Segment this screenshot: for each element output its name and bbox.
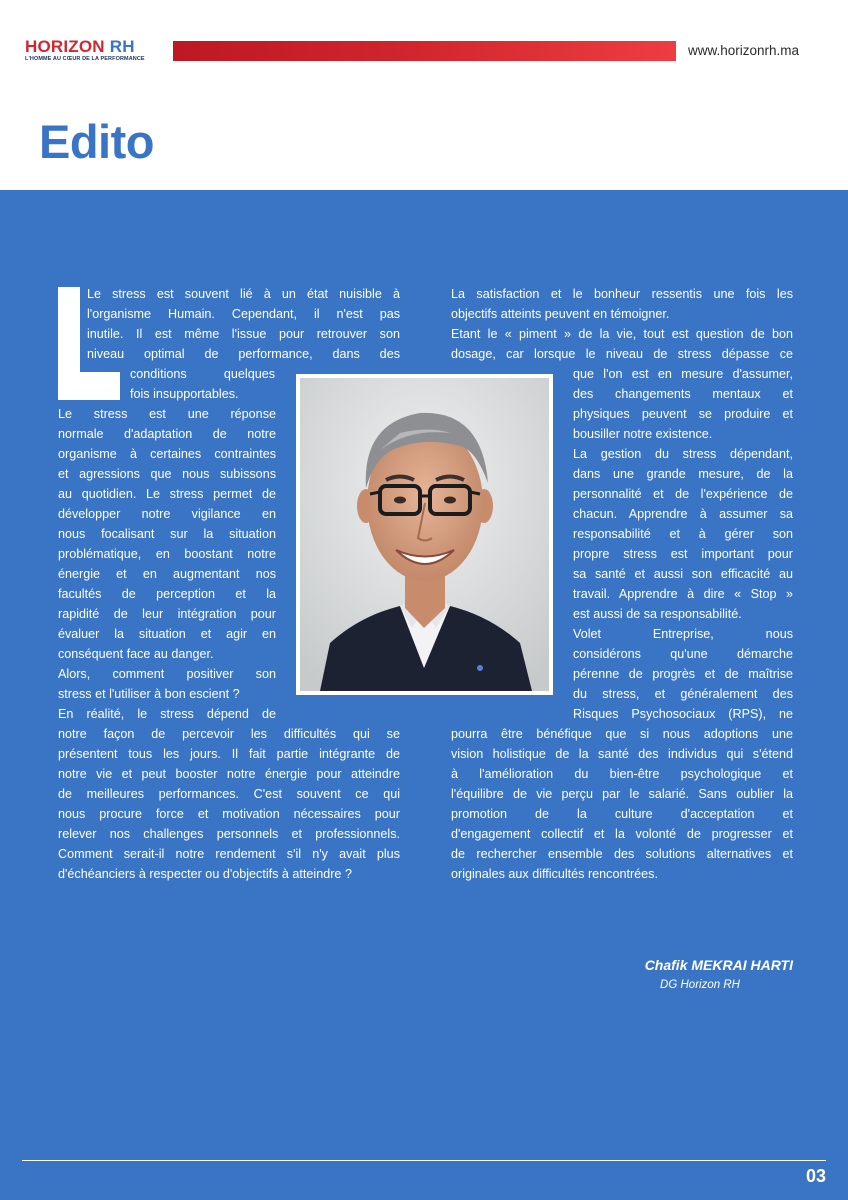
text-line: nous procure force et motivation nécessaires pour — [58, 807, 400, 821]
text-line: inutile. Il est même l'issue pour retrouver son — [87, 327, 400, 341]
text-line: Alors, comment positiver son — [58, 667, 276, 681]
text-line: à l'amélioration du bien-être psychologique et — [451, 767, 793, 781]
text-line: stress et l'utiliser à bon escient ? — [58, 687, 240, 701]
text-line: promotion de la culture d'acceptation et — [451, 807, 793, 821]
text-line: l'équilibre de vie perçu par le salarié. Sans oublier la — [451, 787, 793, 801]
text-line: évaluer la situation et agir en — [58, 627, 276, 641]
text-line: normale d'adaptation de notre — [58, 427, 276, 441]
website-link[interactable]: www.horizonrh.ma — [688, 43, 800, 58]
text-line: dosage, car lorsque le niveau de stress dépasse ce — [451, 347, 793, 361]
page-title: Edito — [39, 115, 154, 168]
text-line: En réalité, le stress dépend de — [58, 707, 276, 721]
text-line: l'organisme Humain. Cependant, il n'est pas — [87, 307, 400, 321]
article-col1-intro-end — [130, 364, 275, 404]
text-line: Comment serait-il notre rendement s'il n'y avait plus — [58, 847, 400, 861]
logo-tagline: L'HOMME AU CŒUR DE LA PERFORMANCE — [25, 56, 145, 62]
article-col1-wide — [58, 724, 400, 884]
horizon-rh-logo[interactable] — [25, 38, 165, 68]
author-name: Chafik MEKRAI HARTI — [644, 957, 793, 973]
article-col2-top — [451, 284, 793, 364]
text-line: d'engagement collectif et la volonté de progresser et — [451, 827, 793, 841]
page-header — [0, 0, 848, 190]
article-col2-wide — [451, 724, 793, 884]
article-col1-intro — [87, 284, 400, 364]
text-line: bousiller notre existence. — [573, 427, 713, 441]
logo-wordmark — [25, 38, 165, 56]
text-line: Etant le « piment » de la vie, tout est question de bon — [451, 327, 793, 341]
text-line: de rechercher ensemble des solutions alternatives et — [451, 847, 793, 861]
text-line: d'échéanciers à respecter ou d'objectifs à atteindre ? — [58, 867, 352, 881]
text-line: objectifs atteints peuvent en témoigner. — [451, 307, 670, 321]
text-line: responsabilité et à gérer son — [573, 527, 793, 541]
text-line: de meilleures performances. C'est souvent ce qui — [58, 787, 400, 801]
article-col1-narrow — [58, 404, 276, 724]
text-line: physiques peuvent se produire et — [573, 407, 793, 421]
text-line: niveau optimal de performance, dans des — [87, 347, 400, 361]
text-line: travail. Apprendre à dire « Stop » — [573, 587, 793, 601]
text-line: Le stress est une réponse — [58, 407, 276, 421]
text-line: notre façon de percevoir les difficultés qui se — [58, 727, 400, 741]
text-line: développer notre vigilance en — [58, 507, 276, 521]
text-line: dans une grande mesure, de la — [573, 467, 793, 481]
text-line: chacun. Apprendre à assumer sa — [573, 507, 793, 521]
text-line: fois insupportables. — [130, 387, 239, 401]
page-number: 03 — [805, 1166, 826, 1186]
logo-brand-name: HORIZON — [25, 37, 105, 56]
text-line: et agressions que nous subissons — [58, 467, 276, 481]
text-line: que l'on est en mesure d'assumer, — [573, 367, 793, 381]
text-line: facultés de perception et la — [58, 587, 276, 601]
text-line: des changements mentaux et — [573, 387, 793, 401]
text-line: au quotidien. Le stress permet de — [58, 487, 276, 501]
text-line: La gestion du stress dépendant, — [573, 447, 793, 461]
text-line: pérenne de progrès et de maîtrise — [573, 667, 793, 681]
text-line: sa santé et aussi son efficacité au — [573, 567, 793, 581]
text-line: du stress, et généralement des — [573, 687, 793, 701]
text-line: personnalité et de l'expérience de — [573, 487, 793, 501]
text-line: Le stress est souvent lié à un état nuisible à — [87, 287, 400, 301]
text-line: relever nos challenges personnels et professionnels. — [58, 827, 400, 841]
text-line: problématique, en boostant notre — [58, 547, 276, 561]
text-line: notre vie et peut booster notre énergie pour atteindre — [58, 767, 400, 781]
text-line: vision holistique de la santé des individus qui s'étend — [451, 747, 793, 761]
text-line: est aussi de sa responsabilité. — [573, 607, 742, 621]
text-line: conditions quelques — [130, 367, 275, 381]
text-line: pourra être bénéfique que si nous adoptions une — [451, 727, 793, 741]
text-line: conséquent face au danger. — [58, 647, 214, 661]
author-role: DG Horizon RH — [660, 979, 740, 991]
text-line: considérons qu'une démarche — [573, 647, 793, 661]
text-line: La satisfaction et le bonheur ressentis une fois les — [451, 287, 793, 301]
text-line: rapidité de leur intégration pour — [58, 607, 276, 621]
author-portrait — [300, 378, 549, 691]
text-line: originales aux difficultés rencontrées. — [451, 867, 658, 881]
text-line: présentent tous les jours. Il fait partie intégrante de — [58, 747, 400, 761]
article-col2-narrow — [573, 364, 793, 724]
text-line: propre stress est important pour — [573, 547, 793, 561]
author-photo-frame — [296, 374, 553, 695]
text-line: Risques Psychosociaux (RPS), ne — [573, 707, 793, 721]
text-line: Volet Entreprise, nous — [573, 627, 793, 641]
text-line: organisme à certaines contraintes — [58, 447, 276, 461]
text-line: nous focalisant sur la situation — [58, 527, 276, 541]
footer-divider — [22, 1160, 826, 1161]
header-accent-bar — [173, 41, 676, 61]
text-line: énergie et en augmentant nos — [58, 567, 276, 581]
logo-brand-suffix: RH — [109, 37, 135, 56]
